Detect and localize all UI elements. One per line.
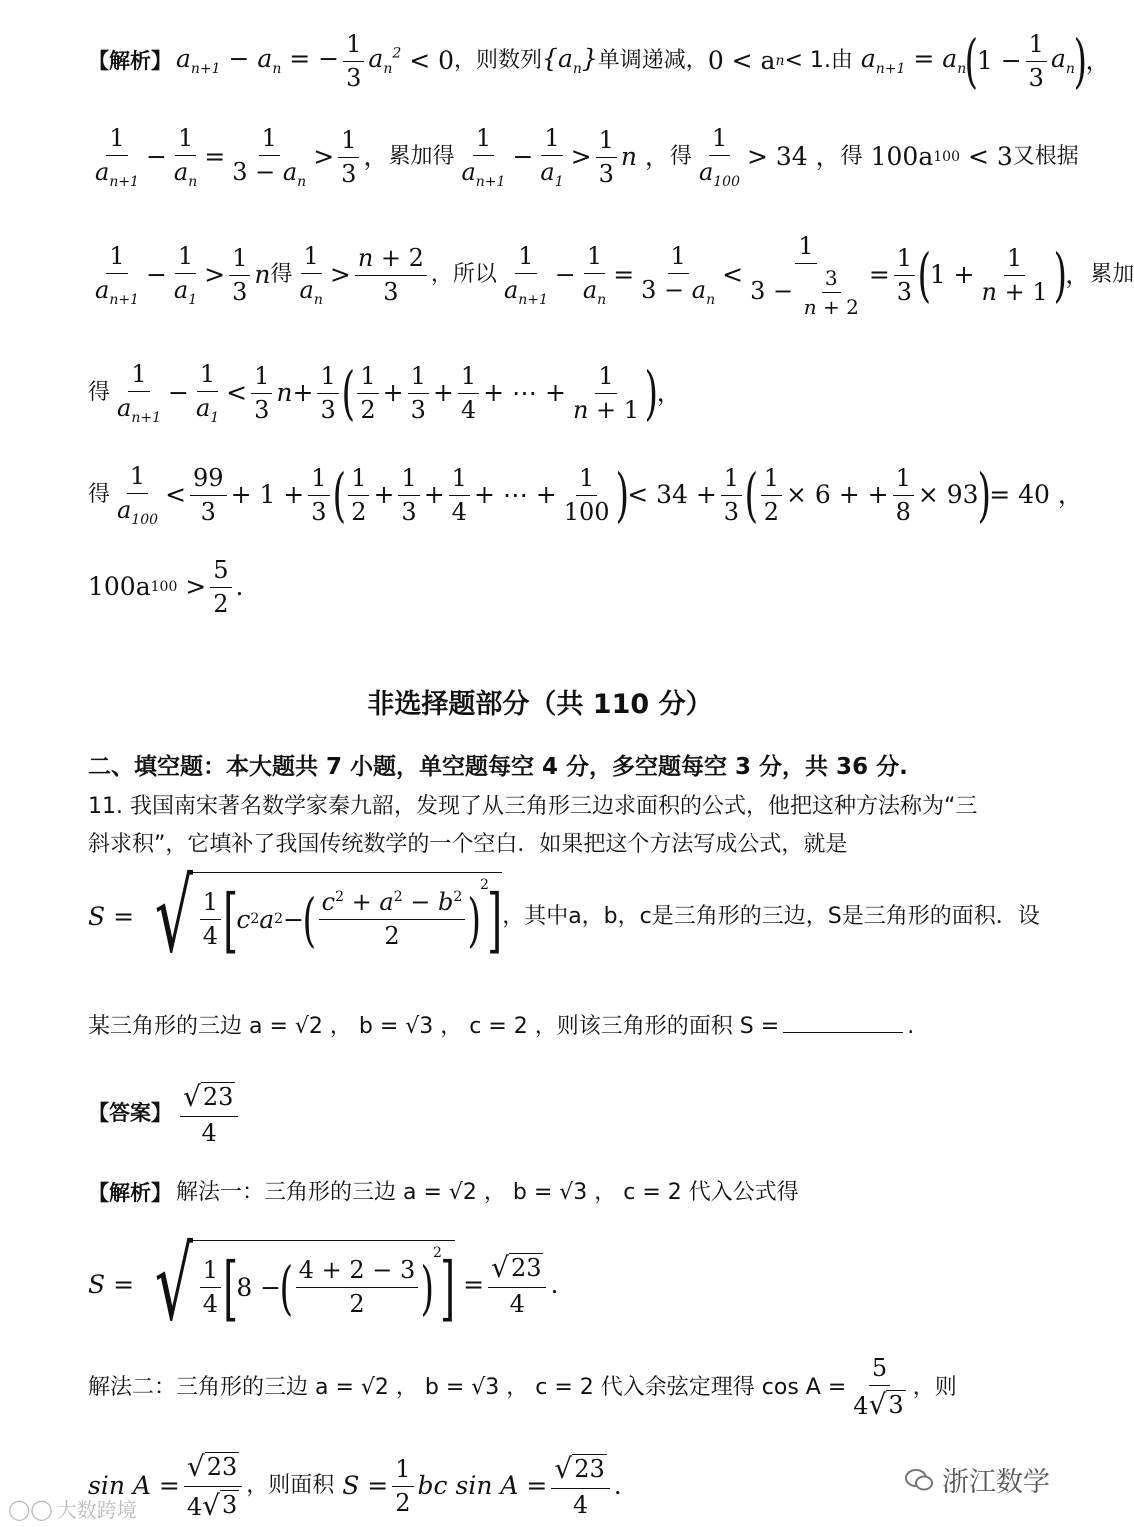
answer-blank [783, 1010, 903, 1033]
solution-2-result: sin A = √ 23 4 √ 3 ，则面积 S = $\frac{1}{2}$ bc sin A = √ 23 4 . [88, 1450, 622, 1522]
watermark-right: 浙江数学 [904, 1460, 1050, 1499]
analysis-line-5: 得 $\frac{1}{a_{100}}$ < $\frac{99}{3}$ + 1 + $\frac{1}{3}$ ( $\frac{1}{2}$ + $\frac{1}{3}$ + $\frac{1}{4}$ + ⋯ + $\frac{1}{100}$ ) < 34 + $\frac{1}{3}$ ( $\frac{1}{2}$ × 6 + + $\frac{1}{8}$ × 93 ) = 40 ， [88, 461, 1083, 530]
analysis-line-6: 100a 100 > $\frac{5}{2}$ . [88, 556, 244, 618]
question-11-condition: 某三角形的三边 a = √2 ， b = √3 ， c = 2 ，则该三角形的面积 S = . [88, 1008, 998, 1046]
chat-bubble-icon: ◯◯ [8, 1496, 53, 1521]
solution-2-line: 解法二：三角形的三边 a = √2 ， b = √3 ， c = 2 代入余弦定理得 cos A = 5 4 √ 3 ，则 [88, 1354, 957, 1421]
wechat-icon [904, 1467, 934, 1493]
analysis-tag: 【解析】 [88, 48, 172, 73]
question-11-text: 11. 我国南宋著名数学家秦九韶，发现了从三角形三边求面积的公式，他把这种方法称为“三 斜求积”，它填补了我国传统数学的一个空白．如果把这个方法写成公式，就是 [88, 794, 978, 857]
analysis-line-1: 【解析】 $a_{n+1} - a_n$ = − $\frac{1}{3}$ $a_n^2$ < 0 ，则数列 $\{a_n\}$ 单调递减， 0 < a n < 1.由 $a_{n+1} = a_n$ ( 1 − $\frac{1}{3}$ $a_n$ ) ， [88, 27, 1111, 96]
answer-line: 【答案】 √ 23 4 [88, 1080, 1000, 1147]
analysis-line-2: $\frac{1}{a_{n+1}}$ − $\frac{1}{a_n}$ = $\frac{1}{3 - a_n}$ > $\frac{1}{3}$ ， 累加得 $\frac{1}{a_{n+1}}$ − $\frac{1}{a_1}$ > $\frac{1}{3}$ n ， 得 $\frac{1}{a_{100}}$ > 34 ， 得 100a 100 < 3 又根据 [95, 124, 1079, 190]
question-11-formula: S = √ $\frac{1}{4}$ [ c 2 a 2 − ( $\frac{c^2 + a^2 - b^2}{2}$ ) 2 ] ，其中a，b，c是三角形的三边，S是三角形的面积．设 [88, 858, 1040, 975]
solution-1-formula: S = √ $\frac{1}{4}$ [ 8 − ( $\frac{4 + 2 - 3}{2}$ ) 2 ] = √ 23 4 . [88, 1226, 559, 1343]
section-heading: 非选择题部分（共 110 分） [367, 689, 713, 720]
solution-1-line: 【解析】 解法一：三角形的三边 a = √2 ， b = √3 ， c = 2 代入公式得 [88, 1180, 799, 1205]
analysis-line-4: 得 $\frac{1}{a_{n+1}}$ − $\frac{1}{a_1}$ < $\frac{1}{3}$ n + $\frac{1}{3}$ ( $\frac{1}{2}$ + $\frac{1}{3}$ + $\frac{1}{4}$ + ⋯ + $\frac{1}{n + 1}$ ) ， [88, 359, 682, 428]
watermark-left: ◯◯ 大数跨境 [8, 1496, 137, 1522]
fill-in-section-title: 二、填空题：本大题共 7 小题，单空题每空 4 分，多空题每空 3 分，共 36 分. [88, 754, 908, 780]
analysis-line-3: $\frac{1}{a_{n+1}}$ − $\frac{1}{a_1}$ > $\frac{1}{3}$ n 得 $\frac{1}{a_n}$ > $\frac{n + 2}{3}$ ，所以 $\frac{1}{a_{n+1}}$ − $\frac{1}{a_n}$ = $\frac{1}{3 - a_n}$ < 1 3 − $\frac{3}{n + 2}$ = $\frac{1}{3}$ ( 1 + $\frac{1}{n + 1}$ ) ， 累加 [95, 232, 1134, 319]
